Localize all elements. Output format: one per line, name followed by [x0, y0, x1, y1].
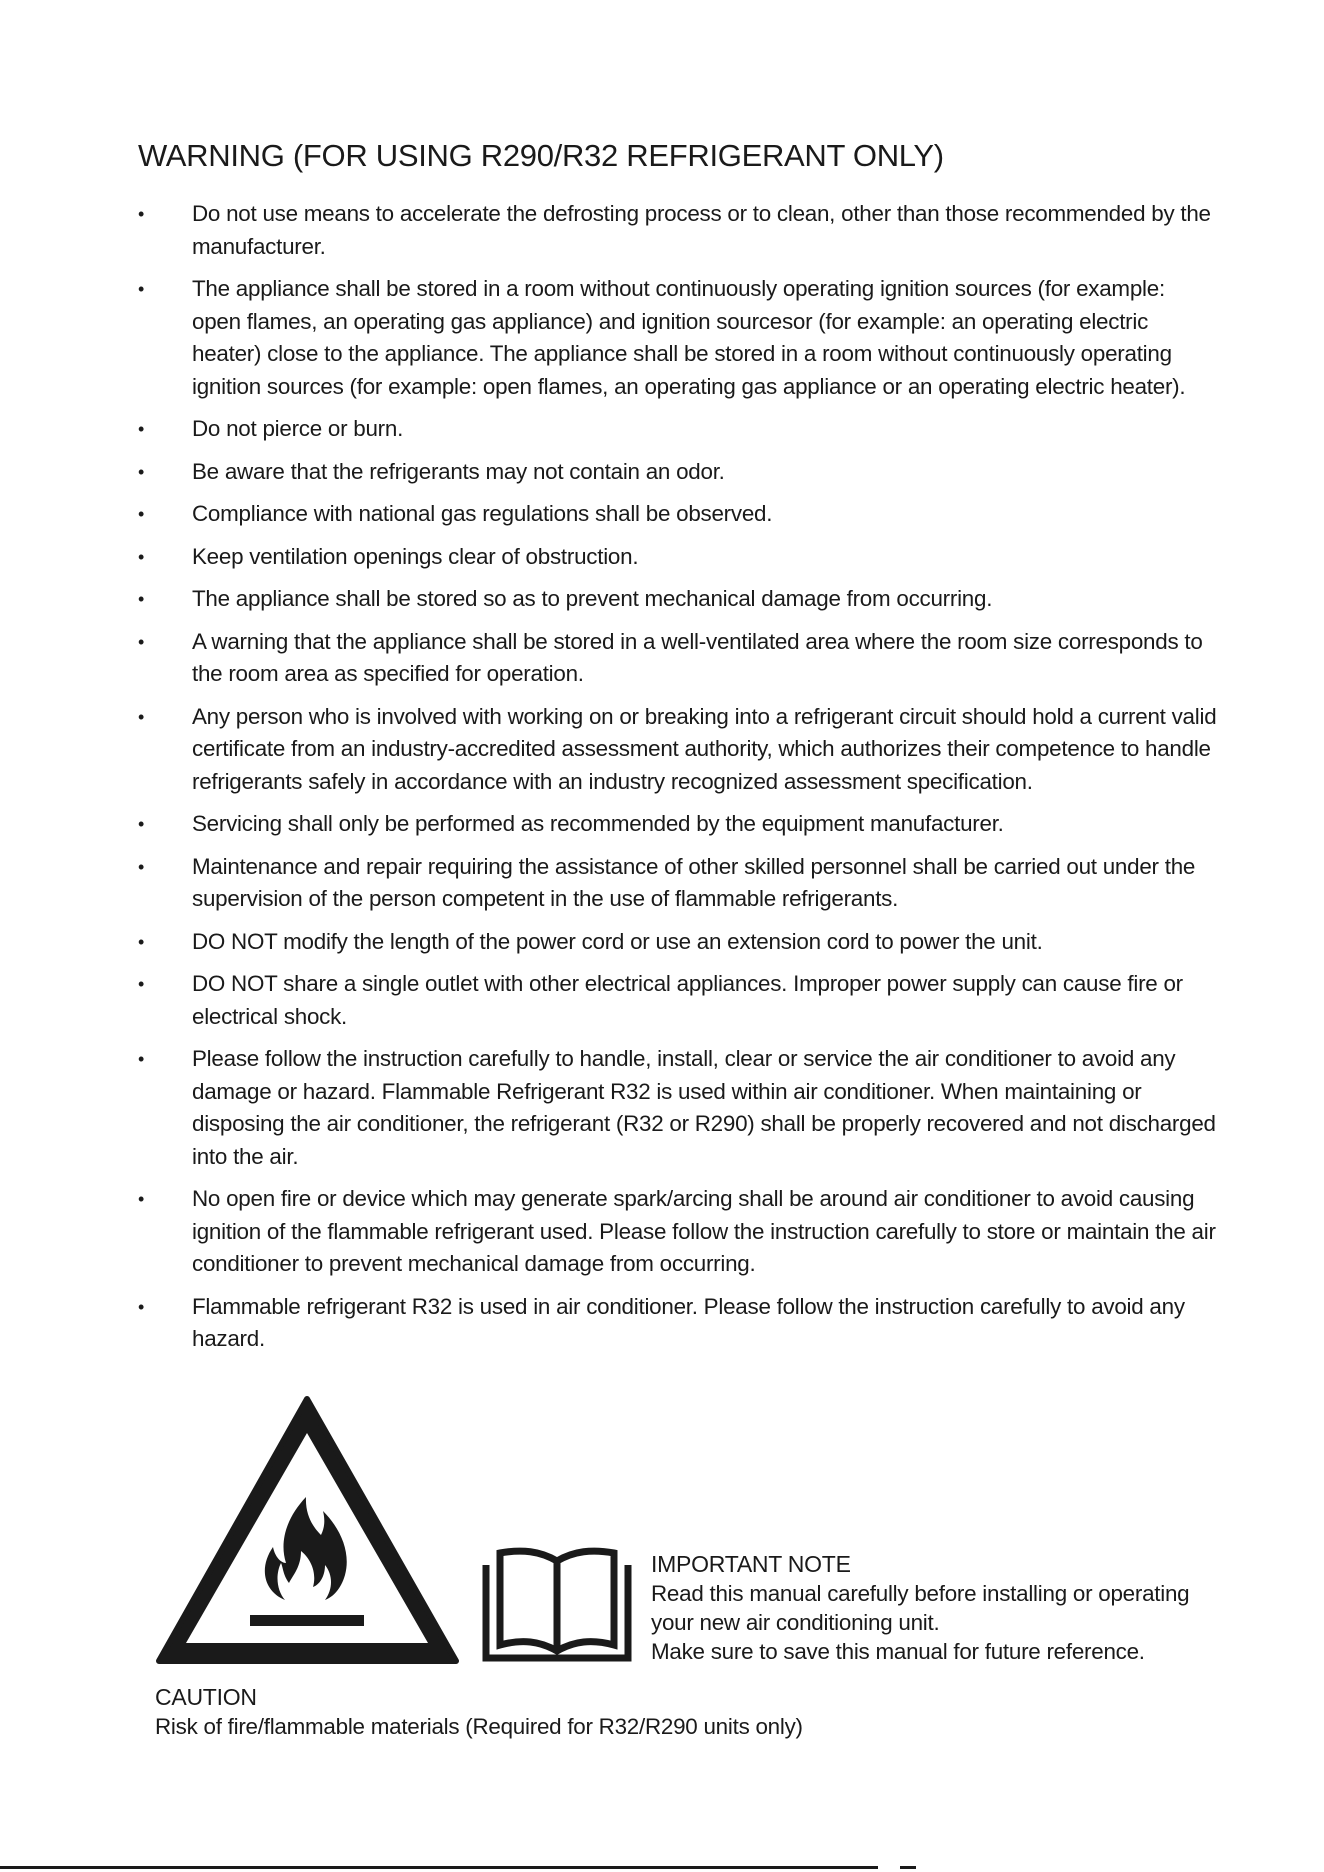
warning-list — [138, 198, 1218, 1366]
warning-item — [138, 701, 1218, 799]
warning-item — [138, 626, 1218, 691]
caution-block — [155, 1682, 803, 1742]
warning-text: Flammable refrigerant R32 is used in air conditioner. Please follow the instruction carefully to avoid any hazard. — [192, 1293, 1185, 1351]
caution-title: CAUTION — [155, 1684, 257, 1710]
bullet-icon: • — [138, 279, 145, 299]
warning-text: DO NOT modify the length of the power cord or use an extension cord to power the unit. — [192, 928, 1043, 954]
warning-text: DO NOT share a single outlet with other electrical appliances. Improper power supply can cause fire or electrical shock. — [192, 971, 1183, 1029]
warning-item — [138, 926, 1218, 959]
bullet-icon: • — [138, 1189, 145, 1209]
important-note-line-1: Read this manual carefully before installing or operating — [651, 1581, 1190, 1606]
warning-item — [138, 851, 1218, 916]
warning-text: Be aware that the refrigerants may not contain an odor. — [192, 458, 725, 484]
warning-text: Do not use means to accelerate the defrosting process or to clean, other than those recommended by the manufacturer. — [192, 201, 1211, 259]
warning-text: The appliance shall be stored in a room without continuously operating ignition sources (for example: open flames, an operating gas appliance) and ignition sourcesor (for example: an operating electric heater) close to the appliance. The appliance shall be stored in a room without continuously operating ignition sources (for example: open flames, an operating gas appliance or an operating electric heater). — [192, 276, 1186, 399]
page-title: WARNING (FOR USING R290/R32 REFRIGERANT ONLY) — [138, 138, 944, 173]
bullet-icon: • — [138, 856, 145, 877]
bullet-icon: • — [138, 1049, 145, 1069]
bullet-icon: • — [138, 706, 145, 727]
warning-text: A warning that the appliance shall be stored in a well-ventilated area where the room size corresponds to the room area as specified for operation. — [192, 628, 1203, 686]
warning-text: The appliance shall be stored so as to prevent mechanical damage from occurring. — [192, 586, 993, 611]
warning-text: Any person who is involved with working on or breaking into a refrigerant circuit should hold a current valid certificate from an industry-accredited assessment authority, which authorizes their competence to handle refrigerants safely in accordance with an industry recognized assessment specification. — [192, 703, 1217, 794]
important-note-line-2: your new air conditioning unit. — [651, 1610, 940, 1635]
warning-item — [138, 413, 1218, 446]
warning-text: Maintenance and repair requiring the assistance of other skilled personnel shall be carried out under the supervision of the person competent in the use of flammable refrigerants. — [192, 853, 1196, 911]
bullet-icon: • — [138, 931, 145, 952]
warning-item — [138, 273, 1218, 403]
important-note-title: IMPORTANT NOTE — [651, 1551, 851, 1577]
warning-item — [138, 498, 1218, 531]
manual-book-icon — [482, 1547, 632, 1662]
warning-item — [138, 808, 1218, 841]
bullet-icon: • — [138, 461, 145, 482]
bullet-icon: • — [138, 204, 145, 224]
warning-text: Compliance with national gas regulations shall be observed. — [192, 501, 773, 526]
footer-mark — [900, 1866, 916, 1869]
warning-item — [138, 968, 1218, 1033]
warning-text: Keep ventilation openings clear of obstruction. — [192, 543, 639, 569]
warning-item — [138, 1291, 1218, 1356]
warning-text: Please follow the instruction carefully to handle, install, clear or service the air conditioner to avoid any damage or hazard. Flammable Refrigerant R32 is used within air conditioner. When maintaining or disposing the air conditioner, the refrigerant (R32 or R290) shall be properly recovered and not discharged into the air. — [192, 1046, 1216, 1169]
flammable-warning-icon — [155, 1395, 460, 1667]
warning-text: Servicing shall only be performed as recommended by the equipment manufacturer. — [192, 811, 1004, 836]
footer-rule — [0, 1866, 878, 1869]
warning-item — [138, 583, 1218, 616]
caution-text: Risk of fire/flammable materials (Required for R32/R290 units only) — [155, 1714, 803, 1739]
important-note — [651, 1550, 1211, 1666]
warning-text: Do not pierce or burn. — [192, 416, 404, 441]
bullet-icon: • — [138, 1296, 145, 1317]
bullet-icon: • — [138, 814, 145, 834]
warning-item — [138, 1043, 1218, 1173]
bullet-icon: • — [138, 504, 145, 524]
bullet-icon: • — [138, 631, 145, 652]
bullet-icon: • — [138, 419, 145, 439]
warning-item — [138, 541, 1218, 574]
warning-text: No open fire or device which may generate spark/arcing shall be around air conditioner to avoid causing ignition of the flammable refrigerant used. Please follow the instruction carefully to store or maintain the air conditioner to prevent mechanical damage from occurring. — [192, 1186, 1216, 1276]
warning-item — [138, 198, 1218, 263]
warning-item — [138, 456, 1218, 489]
important-note-line-3: Make sure to save this manual for future reference. — [651, 1639, 1145, 1664]
bullet-icon: • — [138, 974, 145, 994]
bullet-icon: • — [138, 546, 145, 567]
warning-item — [138, 1183, 1218, 1281]
bullet-icon: • — [138, 589, 145, 609]
